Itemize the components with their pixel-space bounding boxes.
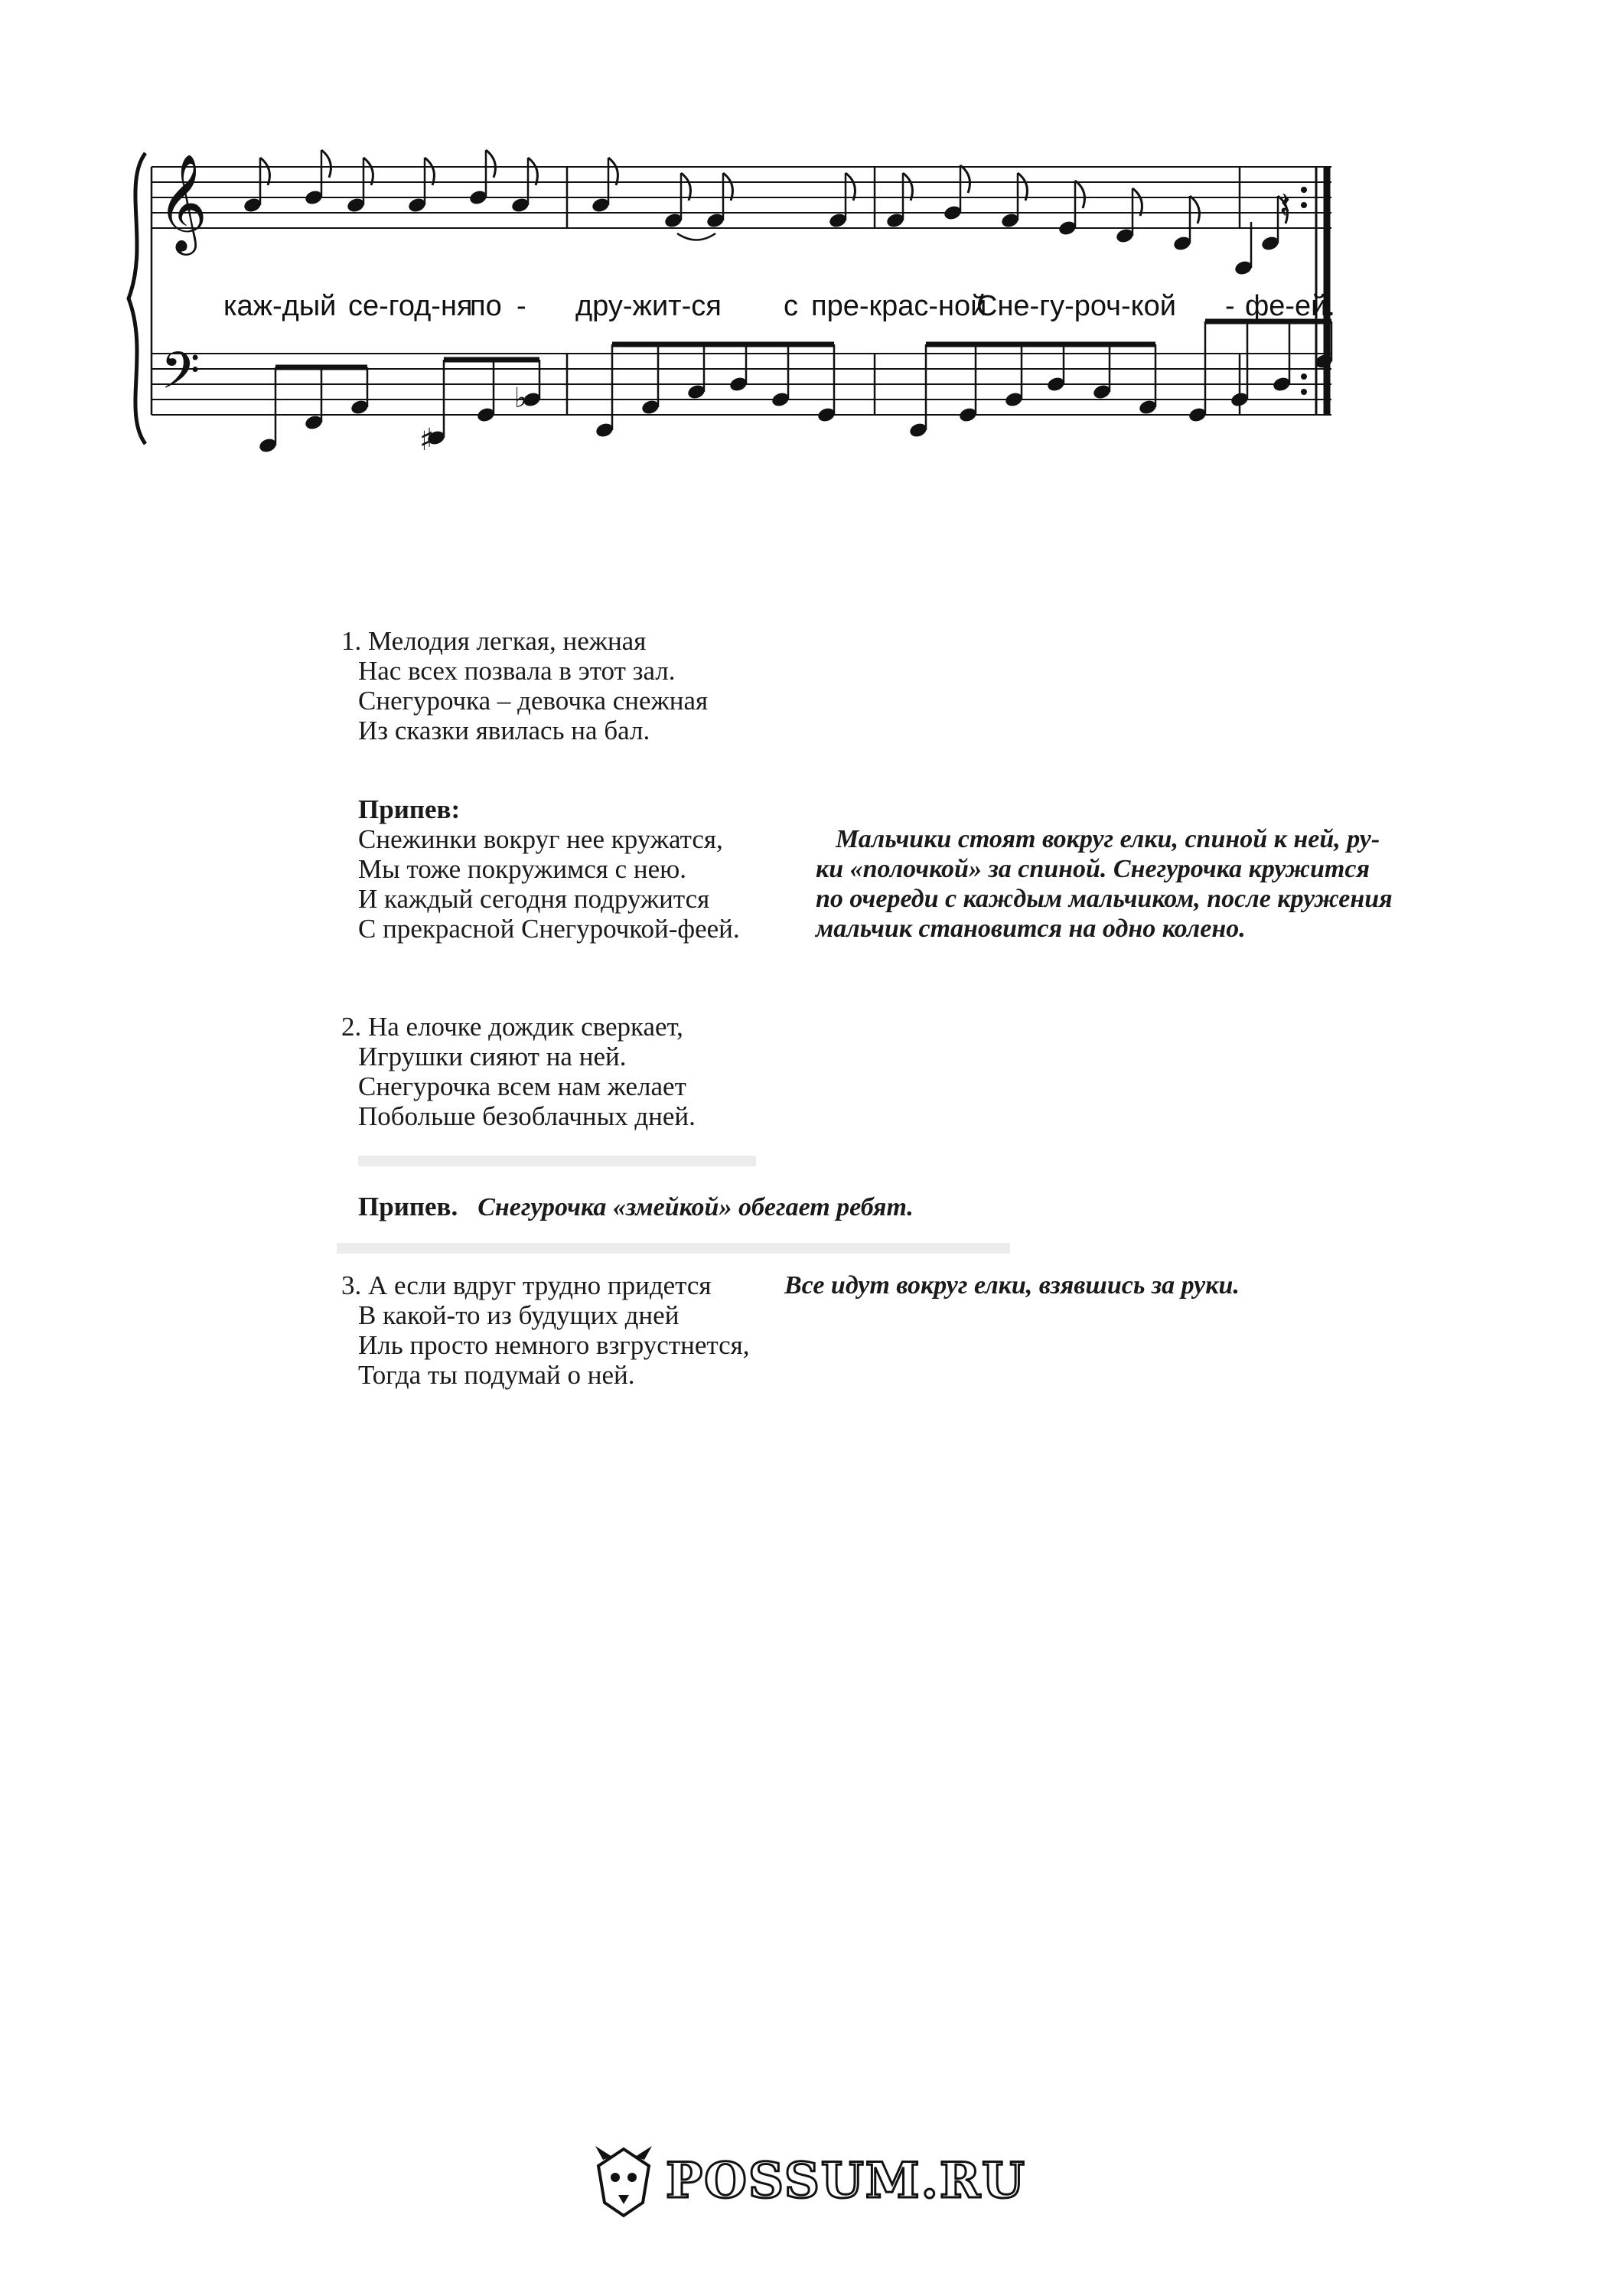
- note-flag: [903, 173, 912, 201]
- note-flag: [363, 158, 373, 185]
- bleed-through-text: [337, 1238, 1010, 1258]
- note-flag: [846, 173, 855, 201]
- chorus-line: Снежинки вокруг нее кружатся,: [358, 824, 723, 854]
- remark-line: по очереди с каждым мальчиком, после кружения: [816, 885, 1393, 913]
- verse-1: [341, 626, 708, 745]
- bleed-through-text: [358, 1151, 756, 1171]
- note-flag: [425, 158, 434, 185]
- verse-line: 1. Мелодия легкая, нежная: [341, 626, 647, 656]
- lyric-syllable: Сне-гу-роч-кой: [976, 290, 1177, 322]
- footer-logo: [589, 2143, 1048, 2219]
- chorus-heading: Припев.: [358, 1192, 458, 1221]
- repeat-dot: [1301, 202, 1307, 208]
- chorus-2-stage-direction: Снегурочка «змейкой» обегает ребят.: [477, 1193, 914, 1221]
- lyric-syllable: каж-дый: [223, 290, 337, 322]
- lyric-syllable: фе-ей.: [1245, 290, 1335, 322]
- verse-line: Из сказки явилась на бал.: [358, 716, 650, 745]
- lyric-syllable: -: [1225, 290, 1235, 322]
- possum-icon: [589, 2143, 658, 2219]
- remark-line: ки «полочкой» за спиной. Снегурочка кружится: [816, 855, 1370, 883]
- lyric-syllable: пре-крас-ной: [811, 290, 987, 322]
- note-flag: [960, 165, 970, 193]
- bass-clef: 𝄢: [161, 341, 200, 413]
- remark-line: мальчик становится на одно колено.: [816, 915, 1246, 943]
- verse-2: [341, 1012, 696, 1131]
- lyric-syllable: се-год-ня: [348, 290, 473, 322]
- chorus-2: [358, 1192, 914, 1222]
- note-flag: [528, 158, 537, 185]
- bass-notes: [258, 321, 1334, 458]
- note-flag: [1075, 181, 1084, 208]
- verse-line: В какой-то из будущих дней: [358, 1300, 680, 1330]
- chorus-1-stage-direction: [816, 824, 1393, 944]
- verse-line: Побольше безоблачных дней.: [358, 1101, 696, 1131]
- chorus-line: И каждый сегодня подружится: [358, 884, 710, 914]
- verse-line: Снегурочка – девочка снежная: [358, 686, 709, 716]
- repeat-dot: [1301, 389, 1307, 395]
- treble-clef: 𝄞: [158, 153, 208, 251]
- repeat-dot: [1301, 187, 1307, 193]
- lyric-syllable: с: [784, 290, 798, 322]
- verse-line: 3. А если вдруг трудно придется: [341, 1270, 712, 1300]
- note-flag: [486, 150, 495, 178]
- note-flag: [1133, 188, 1142, 216]
- verse-line: Снегурочка всем нам желает: [358, 1071, 686, 1101]
- note-flag: [681, 173, 690, 201]
- note-flag: [260, 158, 269, 185]
- note-flag: [321, 150, 331, 178]
- verse-line: Нас всех позвала в этот зал.: [358, 656, 676, 686]
- verse-line: Игрушки сияют на ней.: [358, 1042, 627, 1071]
- lyric-syllable: дру-жит-ся: [575, 290, 722, 322]
- verse-line: 2. На елочке дождик сверкает,: [341, 1012, 683, 1042]
- verse-line: Тогда ты подумай о ней.: [358, 1360, 635, 1390]
- quarter-rest: 𝄽: [1279, 184, 1291, 227]
- lyric-syllable: -: [517, 290, 526, 322]
- flat-accidental: ♭: [514, 383, 527, 414]
- lyric-syllable: по: [470, 290, 502, 322]
- note-flag: [1018, 173, 1027, 201]
- verse-3: [341, 1270, 750, 1390]
- music-score: [0, 0, 1623, 536]
- note-flag: [608, 158, 618, 185]
- chorus-line: С прекрасной Снегурочкой-феей.: [358, 914, 740, 944]
- logo-text: POSSUM.RU: [666, 2152, 1026, 2210]
- system-brace: [129, 153, 145, 444]
- remark-line: Мальчики стоят вокруг елки, спиной к ней, ру-: [836, 825, 1380, 853]
- chorus-heading: Припев:: [358, 794, 461, 824]
- note-flag: [1190, 196, 1199, 223]
- note-flag: [723, 173, 732, 201]
- verse-line: Иль просто немного взгрустнется,: [358, 1330, 750, 1360]
- sharp-accidental: ♯: [419, 422, 435, 458]
- verse-3-stage-direction: Все идут вокруг елки, взявшись за руки.: [784, 1271, 1240, 1300]
- tie: [677, 233, 715, 240]
- chorus-line: Мы тоже покружимся с нею.: [358, 854, 687, 884]
- repeat-dot: [1301, 373, 1307, 380]
- chorus-1: [358, 794, 740, 944]
